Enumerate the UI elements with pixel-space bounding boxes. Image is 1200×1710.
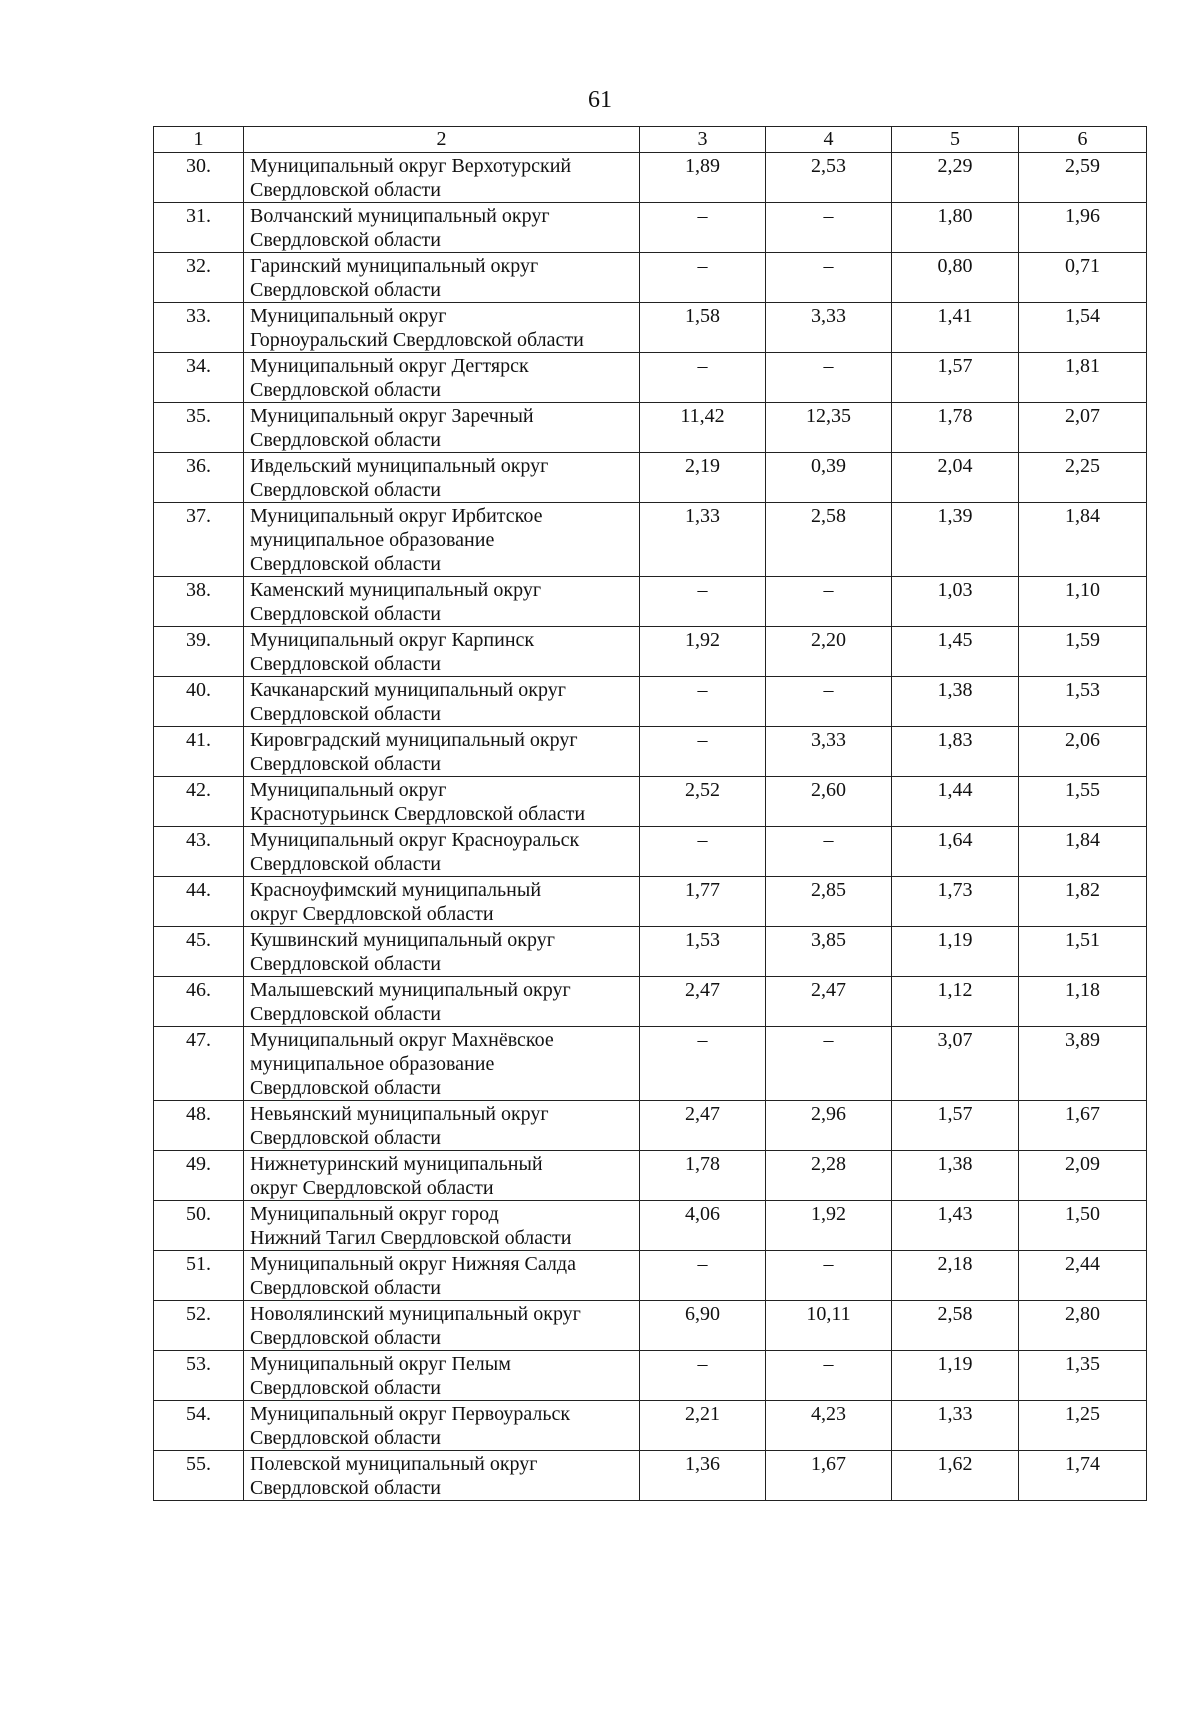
value-col-6: 1,59 bbox=[1019, 627, 1147, 677]
value-col-5: 1,78 bbox=[892, 403, 1019, 453]
value-col-5: 1,03 bbox=[892, 577, 1019, 627]
value-col-5: 3,07 bbox=[892, 1027, 1019, 1101]
municipality-name: Невьянский муниципальный округ Свердловской области bbox=[244, 1101, 640, 1151]
value-col-5: 1,39 bbox=[892, 503, 1019, 577]
table-row bbox=[154, 1451, 1147, 1501]
value-col-3: 2,21 bbox=[640, 1401, 766, 1451]
table-row bbox=[154, 1301, 1147, 1351]
row-number: 52. bbox=[154, 1301, 244, 1351]
municipality-name: Муниципальный округ Краснотурьинск Свердловской области bbox=[244, 777, 640, 827]
table-row bbox=[154, 1151, 1147, 1201]
value-col-5: 1,57 bbox=[892, 353, 1019, 403]
value-col-5: 1,62 bbox=[892, 1451, 1019, 1501]
value-col-4: – bbox=[766, 253, 892, 303]
value-col-6: 1,74 bbox=[1019, 1451, 1147, 1501]
value-col-4: 3,85 bbox=[766, 927, 892, 977]
value-col-4: – bbox=[766, 203, 892, 253]
municipality-name: Малышевский муниципальный округ Свердловской области bbox=[244, 977, 640, 1027]
value-col-5: 1,80 bbox=[892, 203, 1019, 253]
value-col-5: 0,80 bbox=[892, 253, 1019, 303]
value-col-4: 2,28 bbox=[766, 1151, 892, 1201]
municipality-name: Ивдельский муниципальный округ Свердловской области bbox=[244, 453, 640, 503]
value-col-3: 1,33 bbox=[640, 503, 766, 577]
value-col-3: 2,47 bbox=[640, 1101, 766, 1151]
value-col-6: 1,10 bbox=[1019, 577, 1147, 627]
table-row bbox=[154, 577, 1147, 627]
value-col-3: – bbox=[640, 677, 766, 727]
column-header: 3 bbox=[640, 127, 766, 153]
value-col-3: 1,92 bbox=[640, 627, 766, 677]
table-row bbox=[154, 977, 1147, 1027]
table-row bbox=[154, 1101, 1147, 1151]
value-col-6: 1,96 bbox=[1019, 203, 1147, 253]
table-row bbox=[154, 727, 1147, 777]
row-number: 35. bbox=[154, 403, 244, 453]
table-row bbox=[154, 303, 1147, 353]
municipality-name: Муниципальный округ Первоуральск Свердловской области bbox=[244, 1401, 640, 1451]
value-col-3: 1,89 bbox=[640, 153, 766, 203]
value-col-3: 2,47 bbox=[640, 977, 766, 1027]
municipality-name: Каменский муниципальный округ Свердловской области bbox=[244, 577, 640, 627]
table-row bbox=[154, 203, 1147, 253]
value-col-3: 2,19 bbox=[640, 453, 766, 503]
table-row bbox=[154, 1401, 1147, 1451]
value-col-3: – bbox=[640, 727, 766, 777]
value-col-5: 1,45 bbox=[892, 627, 1019, 677]
municipality-name: Новолялинский муниципальный округ Свердловской области bbox=[244, 1301, 640, 1351]
value-col-4: 3,33 bbox=[766, 303, 892, 353]
row-number: 38. bbox=[154, 577, 244, 627]
value-col-4: 12,35 bbox=[766, 403, 892, 453]
value-col-5: 1,12 bbox=[892, 977, 1019, 1027]
municipality-name: Муниципальный округ Карпинск Свердловской области bbox=[244, 627, 640, 677]
value-col-6: 0,71 bbox=[1019, 253, 1147, 303]
value-col-5: 1,73 bbox=[892, 877, 1019, 927]
value-col-3: – bbox=[640, 253, 766, 303]
value-col-4: – bbox=[766, 577, 892, 627]
value-col-3: 2,52 bbox=[640, 777, 766, 827]
value-col-5: 2,18 bbox=[892, 1251, 1019, 1301]
municipality-name: Нижнетуринский муниципальный округ Свердловской области bbox=[244, 1151, 640, 1201]
municipality-name: Муниципальный округ Красноуральск Свердловской области bbox=[244, 827, 640, 877]
value-col-4: 4,23 bbox=[766, 1401, 892, 1451]
value-col-3: – bbox=[640, 1027, 766, 1101]
value-col-3: 11,42 bbox=[640, 403, 766, 453]
row-number: 44. bbox=[154, 877, 244, 927]
table-row bbox=[154, 777, 1147, 827]
column-header: 2 bbox=[244, 127, 640, 153]
value-col-6: 1,51 bbox=[1019, 927, 1147, 977]
municipality-name: Муниципальный округ город Нижний Тагил Свердловской области bbox=[244, 1201, 640, 1251]
row-number: 37. bbox=[154, 503, 244, 577]
value-col-4: – bbox=[766, 353, 892, 403]
value-col-6: 1,81 bbox=[1019, 353, 1147, 403]
value-col-6: 2,06 bbox=[1019, 727, 1147, 777]
municipality-name: Муниципальный округ Пелым Свердловской области bbox=[244, 1351, 640, 1401]
value-col-4: 2,58 bbox=[766, 503, 892, 577]
value-col-3: 6,90 bbox=[640, 1301, 766, 1351]
table-row bbox=[154, 1251, 1147, 1301]
table-header-row bbox=[154, 127, 1147, 153]
municipality-name: Муниципальный округ Дегтярск Свердловской области bbox=[244, 353, 640, 403]
table-row bbox=[154, 827, 1147, 877]
row-number: 55. bbox=[154, 1451, 244, 1501]
row-number: 47. bbox=[154, 1027, 244, 1101]
table-row bbox=[154, 403, 1147, 453]
row-number: 43. bbox=[154, 827, 244, 877]
row-number: 45. bbox=[154, 927, 244, 977]
value-col-6: 2,07 bbox=[1019, 403, 1147, 453]
value-col-3: – bbox=[640, 1251, 766, 1301]
value-col-4: 2,60 bbox=[766, 777, 892, 827]
row-number: 48. bbox=[154, 1101, 244, 1151]
value-col-4: 10,11 bbox=[766, 1301, 892, 1351]
row-number: 49. bbox=[154, 1151, 244, 1201]
value-col-4: 1,92 bbox=[766, 1201, 892, 1251]
value-col-4: 1,67 bbox=[766, 1451, 892, 1501]
municipality-name: Муниципальный округ Верхотурский Свердловской области bbox=[244, 153, 640, 203]
table-row bbox=[154, 627, 1147, 677]
value-col-3: – bbox=[640, 1351, 766, 1401]
value-col-6: 2,80 bbox=[1019, 1301, 1147, 1351]
value-col-4: 0,39 bbox=[766, 453, 892, 503]
value-col-3: – bbox=[640, 353, 766, 403]
page-number: 61 bbox=[588, 87, 612, 113]
column-header: 6 bbox=[1019, 127, 1147, 153]
value-col-5: 1,38 bbox=[892, 1151, 1019, 1201]
value-col-4: 2,53 bbox=[766, 153, 892, 203]
value-col-6: 2,09 bbox=[1019, 1151, 1147, 1201]
value-col-4: – bbox=[766, 827, 892, 877]
table-row bbox=[154, 1027, 1147, 1101]
row-number: 39. bbox=[154, 627, 244, 677]
row-number: 33. bbox=[154, 303, 244, 353]
value-col-5: 1,41 bbox=[892, 303, 1019, 353]
value-col-4: – bbox=[766, 1351, 892, 1401]
municipality-name: Кировградский муниципальный округ Свердловской области bbox=[244, 727, 640, 777]
value-col-3: – bbox=[640, 577, 766, 627]
table-body bbox=[154, 153, 1147, 1501]
value-col-4: 2,96 bbox=[766, 1101, 892, 1151]
value-col-4: – bbox=[766, 1027, 892, 1101]
value-col-5: 1,19 bbox=[892, 927, 1019, 977]
value-col-3: 1,77 bbox=[640, 877, 766, 927]
row-number: 31. bbox=[154, 203, 244, 253]
row-number: 54. bbox=[154, 1401, 244, 1451]
value-col-5: 1,57 bbox=[892, 1101, 1019, 1151]
value-col-5: 1,44 bbox=[892, 777, 1019, 827]
value-col-3: 1,53 bbox=[640, 927, 766, 977]
value-col-3: 4,06 bbox=[640, 1201, 766, 1251]
value-col-4: 3,33 bbox=[766, 727, 892, 777]
value-col-6: 1,82 bbox=[1019, 877, 1147, 927]
value-col-6: 1,35 bbox=[1019, 1351, 1147, 1401]
value-col-5: 1,83 bbox=[892, 727, 1019, 777]
value-col-5: 1,64 bbox=[892, 827, 1019, 877]
value-col-6: 1,18 bbox=[1019, 977, 1147, 1027]
value-col-5: 1,33 bbox=[892, 1401, 1019, 1451]
value-col-5: 1,43 bbox=[892, 1201, 1019, 1251]
municipality-name: Полевской муниципальный округ Свердловской области bbox=[244, 1451, 640, 1501]
municipality-name: Качканарский муниципальный округ Свердловской области bbox=[244, 677, 640, 727]
column-header: 4 bbox=[766, 127, 892, 153]
table-row bbox=[154, 153, 1147, 203]
row-number: 51. bbox=[154, 1251, 244, 1301]
value-col-6: 1,67 bbox=[1019, 1101, 1147, 1151]
value-col-6: 1,54 bbox=[1019, 303, 1147, 353]
row-number: 42. bbox=[154, 777, 244, 827]
value-col-6: 1,50 bbox=[1019, 1201, 1147, 1251]
municipality-name: Муниципальный округ Заречный Свердловской области bbox=[244, 403, 640, 453]
row-number: 41. bbox=[154, 727, 244, 777]
value-col-5: 1,38 bbox=[892, 677, 1019, 727]
value-col-6: 3,89 bbox=[1019, 1027, 1147, 1101]
table-row bbox=[154, 1201, 1147, 1251]
value-col-3: 1,58 bbox=[640, 303, 766, 353]
value-col-4: 2,20 bbox=[766, 627, 892, 677]
row-number: 36. bbox=[154, 453, 244, 503]
municipality-name: Муниципальный округ Горноуральский Свердловской области bbox=[244, 303, 640, 353]
value-col-6: 2,44 bbox=[1019, 1251, 1147, 1301]
row-number: 40. bbox=[154, 677, 244, 727]
value-col-6: 1,84 bbox=[1019, 827, 1147, 877]
table-row bbox=[154, 453, 1147, 503]
table-row bbox=[154, 877, 1147, 927]
value-col-6: 2,25 bbox=[1019, 453, 1147, 503]
table-row bbox=[154, 1351, 1147, 1401]
value-col-3: 1,36 bbox=[640, 1451, 766, 1501]
column-header: 5 bbox=[892, 127, 1019, 153]
column-header: 1 bbox=[154, 127, 244, 153]
row-number: 46. bbox=[154, 977, 244, 1027]
value-col-6: 1,53 bbox=[1019, 677, 1147, 727]
table-row bbox=[154, 677, 1147, 727]
value-col-3: 1,78 bbox=[640, 1151, 766, 1201]
value-col-4: 2,47 bbox=[766, 977, 892, 1027]
table-row bbox=[154, 353, 1147, 403]
value-col-6: 1,25 bbox=[1019, 1401, 1147, 1451]
municipality-name: Гаринский муниципальный округ Свердловской области bbox=[244, 253, 640, 303]
value-col-3: – bbox=[640, 203, 766, 253]
value-col-6: 1,55 bbox=[1019, 777, 1147, 827]
table-row bbox=[154, 503, 1147, 577]
value-col-6: 2,59 bbox=[1019, 153, 1147, 203]
data-table bbox=[153, 126, 1147, 1501]
municipality-name: Кушвинский муниципальный округ Свердловской области bbox=[244, 927, 640, 977]
value-col-5: 2,04 bbox=[892, 453, 1019, 503]
row-number: 50. bbox=[154, 1201, 244, 1251]
value-col-4: 2,85 bbox=[766, 877, 892, 927]
row-number: 34. bbox=[154, 353, 244, 403]
municipality-name: Муниципальный округ Ирбитское муниципальное образование Свердловской области bbox=[244, 503, 640, 577]
value-col-5: 2,58 bbox=[892, 1301, 1019, 1351]
row-number: 30. bbox=[154, 153, 244, 203]
row-number: 53. bbox=[154, 1351, 244, 1401]
table-row bbox=[154, 253, 1147, 303]
value-col-6: 1,84 bbox=[1019, 503, 1147, 577]
table-row bbox=[154, 927, 1147, 977]
municipality-name: Красноуфимский муниципальный округ Свердловской области bbox=[244, 877, 640, 927]
municipality-name: Волчанский муниципальный округ Свердловской области bbox=[244, 203, 640, 253]
value-col-4: – bbox=[766, 1251, 892, 1301]
value-col-3: – bbox=[640, 827, 766, 877]
municipality-name: Муниципальный округ Махнёвское муниципальное образование Свердловской области bbox=[244, 1027, 640, 1101]
value-col-5: 2,29 bbox=[892, 153, 1019, 203]
value-col-5: 1,19 bbox=[892, 1351, 1019, 1401]
municipality-name: Муниципальный округ Нижняя Салда Свердловской области bbox=[244, 1251, 640, 1301]
value-col-4: – bbox=[766, 677, 892, 727]
row-number: 32. bbox=[154, 253, 244, 303]
